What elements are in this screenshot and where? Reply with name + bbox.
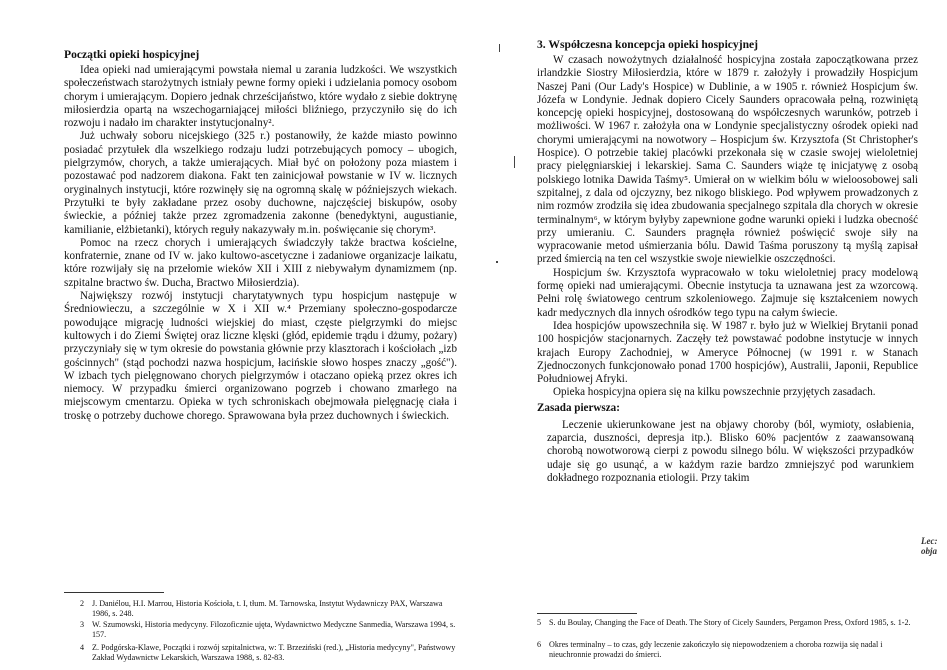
principle-heading: Zasada pierwsza: [537,401,620,414]
paragraph: Idea opieki nad umierającymi powstała niemal u zarania ludzkości. We wszystkich społeczeństwach starożytnych istniały pewne formy opieki i udzielania pomocy osobom chorym i umierającym. Dopiero jednak chrześcijaństwo, które wydało z siebie doktrynę miłosierdzia opartą na wszechogarniającej miłości bliźniego, przyczyniło się do ich rozwoju i nadało im charakter instytucjonalny². [64,64,457,130]
footnote-text: W. Szumowski, Historia medycyny. Filozoficznie ujęta, Wydawnictwo Medyczne Sanmedia, Warszawa 1994, s. 157. [92,620,456,639]
paragraph: Hospicjum św. Krzysztofa wypracowało w toku wieloletniej pracy modelową formę opieki nad umierającymi. Obecnie instytucja ta uznawana jest za wzorcową. Pełni rolę światowego centrum szkoleniowego. Zajmuje się kształceniem nowych kadr medycznych dla innych ośrodków tego typu na całym świecie. [537,266,918,319]
section-heading: Początki opieki hospicyjnej [64,48,200,61]
footnote-number: 4 [80,643,85,652]
right-page [474,0,947,670]
margin-note: Lec: obja [921,536,938,556]
footnote-number: 3 [80,620,85,629]
paragraph: Największy rozwój instytucji charytatywnych typu hospicjum następuje w Średniowieczu, a szczególnie w X i XII w.⁴ Przemiany społeczno-gospodarcze powodujące migrację ludności wiejskiej do miast, częste pielgrzymki do miejsc kultowych i do Ziemi Świętej oraz liczne klęski (głód, epidemie trądu i dżumy, pożary) przyczyniały się w tym okresie do powstania głównie przy klasztorach i kościołach „izb gościnnych" (stąd pochodzi nazwa hospicjum, łacińskie słowo hospes znaczy „gość"). W izbach tych pielęgnowano chorych pielgrzymów i otaczano opieką przez okres ich niemocy. W przypadku śmierci organizowano pogrzeb i chowano zmarłego na miejscowym cmentarzu. Opieka w tych schroniskach obejmowała pielęgnację ciała i troskę o potrzeby duchowe chorego. Sprawowana była przez duchownych i świeckich. [64,290,457,422]
footnote [80,620,457,639]
section-heading: 3. Współczesna koncepcja opieki hospicyjnej [537,38,759,51]
footnote-text: S. du Boulay, Changing the Face of Death. The Story of Cicely Saunders, Pergamon Press, Oxford 1985, s. 1-2. [549,618,911,627]
left-text-column [64,48,457,423]
footnote-number: 5 [537,618,542,627]
footnote [537,640,918,659]
left-page [0,0,473,670]
paragraph: Idea hospicjów upowszechniła się. W 1987 r. było już w Wielkiej Brytanii ponad 100 hospicjów stacjonarnych. Zaczęły też powstawać podobne instytucje w innych krajach Europy Zachodniej, w Ameryce Północnej (w 1991 r. w Stanach Zjednoczonych funkcjonowało ponad 1700 hospicjów), Australii, Japonii, Republice Południowej Afryki. [537,319,918,386]
footnote-number: 6 [537,640,542,649]
footnote [80,599,457,618]
footnote-text: Okres terminalny – to czas, gdy leczenie zakończyło się niepowodzeniem a choroba rozwija się nadal i nieuchronnie prowadzi do śmierci. [549,640,883,659]
right-text-column [537,38,918,485]
paragraph: Już uchwały soboru nicejskiego (325 r.) postanowiły, że każde miasto powinno posiadać przytułek dla wszelkiego rodzaju ludzi potrzebujących pomocy – ubogich, pielgrzymów, chorych, a także umierających. Miał być on położony poza miastem i pozostawać pod nadzorem diakona. Fakt ten zainicjował powstanie w IV w. licznych oryginalnych instytucji, które rozwinęły się na ogromną skalę w późniejszych wiekach. Przytułki te były zakładane przez osoby duchowne, najczęściej biskupów, osoby świeckie, a później także przez zgromadzenia zakonne (benedyktyni, augustianie, kamilianie, elżbietanki), których reguły nakazywały m.in. poświęcanie się chorym³. [64,130,457,236]
paragraph: Opieka hospicyjna opiera się na kilku powszechnie przyjętych zasadach. [553,386,876,399]
paragraph: W czasach nowożytnych działalność hospicyjna została zapoczątkowana przez irlandzkie Siostry Miłosierdzia, które w 1879 r. założyły i prowadziły Hospicjum Naszej Pani (Our Lady's Hospice) w Dublinie, a w 1905 r. również Hospicjum św. Józefa w Londynie. Jednak dopiero Cicely Saunders opracowała pełną, rozwiniętą koncepcję opieki hospicyjnej, dostosowaną do współczesnych warunków, potrzeb i możliwości. W 1967 r. założyła ona w Londynie specjalistyczny ośrodek opieki nad chorymi umierającymi na nowotwory – Hospicjum św. Krzysztofa (St Christopher's Hospice). O potrzebie takiej placówki przekonała się w czasie swojej wieloletniej pracy pielęgniarskiej i lekarskiej. Sama C. Saunders wiąże tę inicjatywę z osobą polskiego lotnika Dawida Taśmy⁵. Umierał on w wielkim bólu w wieloosobowej sali szpitalnej, z dala od ojczyzny, bez nikogo bliskiego. Pod wpływem prowadzonych z nim rozmów zrodziła się idea zbudowania specjalnego szpitala dla chorych w okresie terminalnym⁶, w którym byłyby zapewnione godne warunki opieki i ludzka obecność przy umieraniu. C. Saunders pragnęła również poświęcić swoje siły na wypracowanie metod uśmierzania bólu. Dawid Taśma poruszony tą myślą zapisał przed śmiercią na ten cel wszystkie swoje niewielkie oszczędności. [537,54,918,266]
footnote [537,618,918,628]
footnote-rule [64,592,164,593]
principle-paragraph: Leczenie ukierunkowane jest na objawy choroby (ból, wymioty, osłabienia, zaparcia, duszności, depresja itp.). Blisko 60% pacjentów z zaawansowaną chorobą nowotworową cierpi z powodu silnego bólu. W większości przypadków udaje się go usunąć, a w każdym razie bardzo zmniejszyć pod warunkiem dokładnego rozpoznania etiologii. Przy takim [547,418,914,484]
footnote-text: Z. Podgórska-Klawe, Początki i rozwój szpitalnictwa, w: T. Brzeziński (red.), „Historia medycyny", Państwowy Zakład Wydawnictw Lekarskich, Warszawa 1988, s. 82-83. [92,643,456,662]
footnote-text: J. Daniélou, H.I. Marrou, Historia Kościoła, t. I, tłum. M. Tarnowska, Instytut Wydawniczy PAX, Warszawa 1986, s. 248. [92,599,443,618]
footnote [80,643,457,662]
paragraph: Pomoc na rzecz chorych i umierających świadczyły także bractwa kościelne, konfraternie, znane od IV w. jako kultowo-ascetyczne i zadaniowe organizacje laikatu, które rozwijały się na przełomie wieków XII i XIII z niebywałym dynamizmem (np. szpitalne bractwo św. Ducha, Bractwo Miłosierdzia). [64,236,457,289]
footnote-number: 2 [80,599,85,608]
footnote-rule [537,613,637,614]
